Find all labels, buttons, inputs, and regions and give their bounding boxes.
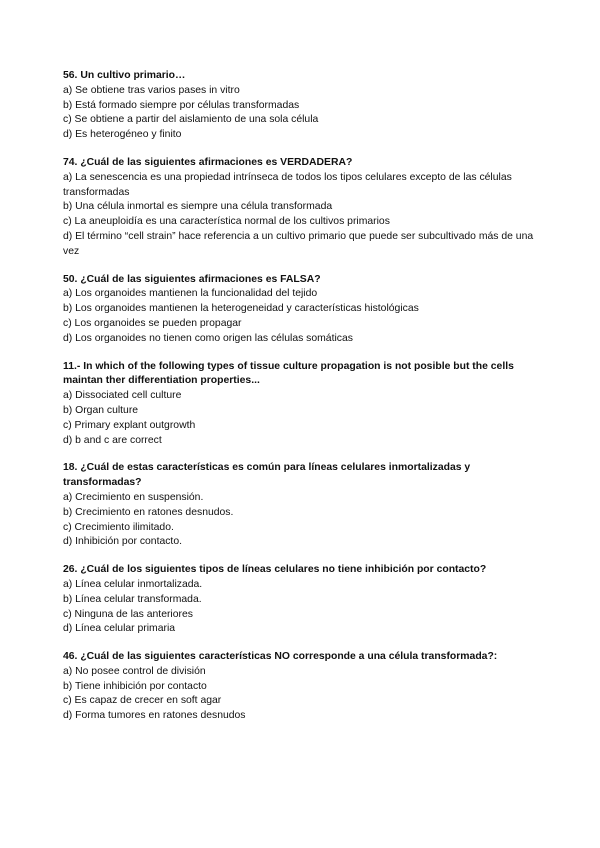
question-block bbox=[63, 156, 543, 260]
answer-option: c) Ninguna de las anteriores bbox=[63, 608, 193, 620]
question-title: 11.- In which of the following types of tissue culture propagation is not posible but the cells maintan ther differentiation properties... bbox=[63, 360, 514, 387]
answer-option: a) No posee control de división bbox=[63, 665, 206, 677]
answer-option: a) Línea celular inmortalizada. bbox=[63, 578, 203, 590]
question-title: 26. ¿Cuál de los siguientes tipos de líneas celulares no tiene inhibición por contacto? bbox=[63, 564, 487, 576]
question-list bbox=[63, 69, 543, 737]
answer-option: b) Crecimiento en ratones desnudos. bbox=[63, 506, 234, 518]
question-block bbox=[63, 650, 543, 724]
question-block bbox=[63, 360, 543, 449]
answer-option: c) Primary explant outgrowth bbox=[63, 419, 196, 431]
answer-option: a) La senescencia es una propiedad intrínseca de todos los tipos celulares excepto de las células transformadas bbox=[63, 171, 512, 198]
answer-option: d) El término “cell strain” hace referencia a un cultivo primario que puede ser subcultivado más de una vez bbox=[63, 230, 534, 257]
answer-option: c) Es capaz de crecer en soft agar bbox=[63, 695, 222, 707]
question-block bbox=[63, 273, 543, 347]
question-block bbox=[63, 563, 543, 637]
answer-option: b) Organ culture bbox=[63, 404, 139, 416]
answer-option: d) Es heterogéneo y finito bbox=[63, 129, 182, 141]
question-title: 18. ¿Cuál de estas características es común para líneas celulares inmortalizadas y transformadas? bbox=[63, 462, 471, 489]
answer-option: d) Línea celular primaria bbox=[63, 623, 176, 635]
answer-option: b) Una célula inmortal es siempre una célula transformada bbox=[63, 201, 333, 213]
answer-option: c) La aneuploidía es una característica normal de los cultivos primarios bbox=[63, 216, 390, 228]
answer-option: d) Inhibición por contacto. bbox=[63, 536, 182, 548]
answer-option: d) Los organoides no tienen como origen las células somáticas bbox=[63, 332, 353, 344]
answer-option: b) Línea celular transformada. bbox=[63, 593, 202, 605]
question-block bbox=[63, 461, 543, 550]
answer-option: a) Crecimiento en suspensión. bbox=[63, 491, 204, 503]
answer-option: d) b and c are correct bbox=[63, 434, 162, 446]
answer-option: c) Los organoides se pueden propagar bbox=[63, 317, 242, 329]
question-title: 46. ¿Cuál de las siguientes características NO corresponde a una célula transformada?: bbox=[63, 651, 498, 663]
question-title: 56. Un cultivo primario… bbox=[63, 70, 186, 81]
question-title: 74. ¿Cuál de las siguientes afirmaciones es VERDADERA? bbox=[63, 156, 353, 168]
question-title: 50. ¿Cuál de las siguientes afirmaciones es FALSA? bbox=[63, 273, 321, 285]
answer-option: b) Los organoides mantienen la heterogeneidad y características histológicas bbox=[63, 303, 419, 315]
answer-option: c) Se obtiene a partir del aislamiento de una sola célula bbox=[63, 114, 319, 126]
answer-option: b) Tiene inhibición por contacto bbox=[63, 680, 207, 692]
answer-option: a) Los organoides mantienen la funcionalidad del tejido bbox=[63, 288, 318, 300]
answer-option: b) Está formado siempre por células transformadas bbox=[63, 99, 300, 111]
answer-option: a) Se obtiene tras varios pases in vitro bbox=[63, 84, 240, 96]
answer-option: c) Crecimiento ilimitado. bbox=[63, 521, 174, 533]
answer-option: d) Forma tumores en ratones desnudos bbox=[63, 710, 246, 722]
question-block bbox=[63, 69, 543, 143]
answer-option: a) Dissociated cell culture bbox=[63, 390, 182, 402]
